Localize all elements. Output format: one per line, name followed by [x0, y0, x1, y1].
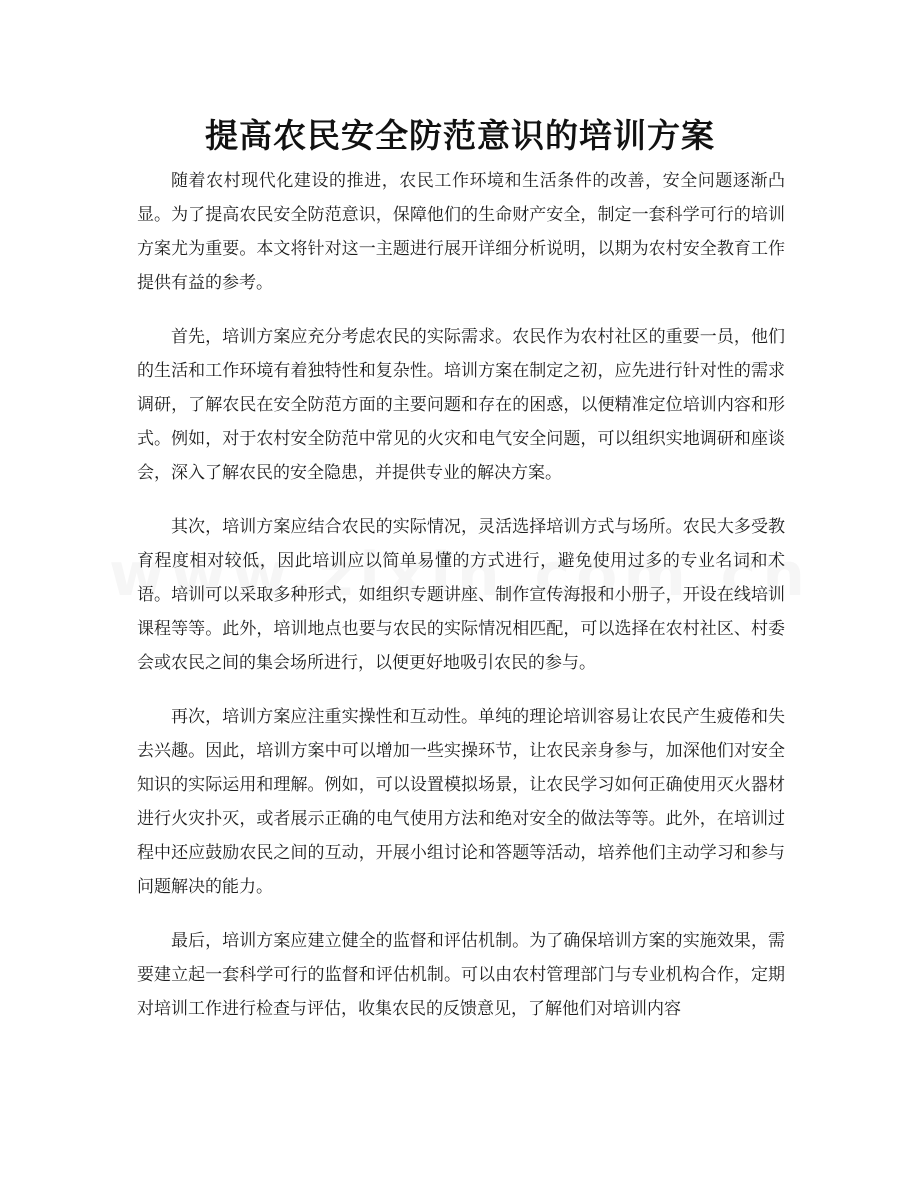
document-title: 提高农民安全防范意识的培训方案: [205, 116, 715, 155]
paragraph: 再次，培训方案应注重实操性和互动性。单纯的理论培训容易让农民产生疲倦和失去兴趣。因此，培训方案中可以增加一些实操环节，让农民亲身参与，加深他们对安全知识的实际运用和理解。例如，可以设置模拟场景，让农民学习如何正确使用灭火器材进行火灾扑灭，或者展示正确的电气使用方法和绝对安全的做法等等。此外，在培训过程中还应鼓励农民之间的互动，开展小组讨论和答题等活动，培养他们主动学习和参与问题解决的能力。: [137, 707, 785, 897]
paragraph: 首先，培训方案应充分考虑农民的实际需求。农民作为农村社区的重要一员，他们的生活和工作环境有着独特性和复杂性。培训方案在制定之初，应先进行针对性的需求调研，了解农民在安全防范方面的主要问题和存在的困惑，以便精准定位培训内容和形式。例如，对于农村安全防范中常见的火灾和电气安全问题，可以组织实地调研和座谈会，深入了解农民的安全隐患，并提供专业的解决方案。: [137, 327, 785, 483]
document-body: [137, 164, 785, 1046]
paragraph: 最后，培训方案应建立健全的监督和评估机制。为了确保培训方案的实施效果，需要建立起一套科学可行的监督和评估机制。可以由农村管理部门与专业机构合作，定期对培训工作进行检查与评估，收集农民的反馈意见，了解他们对培训内容: [137, 931, 785, 1019]
paragraph: 其次，培训方案应结合农民的实际情况，灵活选择培训方式与场所。农民大多受教育程度相对较低，因此培训应以简单易懂的方式进行，避免使用过多的专业名词和术语。培训可以采取多种形式，如组织专题讲座、制作宣传海报和小册子，开设在线培训课程等等。此外，培训地点也要与农民的实际情况相匹配，可以选择在农村社区、村委会或农民之间的集会场所进行，以便更好地吸引农民的参与。: [137, 517, 785, 673]
paragraph: 随着农村现代化建设的推进，农民工作环境和生活条件的改善，安全问题逐渐凸显。为了提高农民安全防范意识，保障他们的生命财产安全，制定一套科学可行的培训方案尤为重要。本文将针对这一主题进行展开详细分析说明，以期为农村安全教育工作提供有益的参考。: [137, 171, 785, 293]
